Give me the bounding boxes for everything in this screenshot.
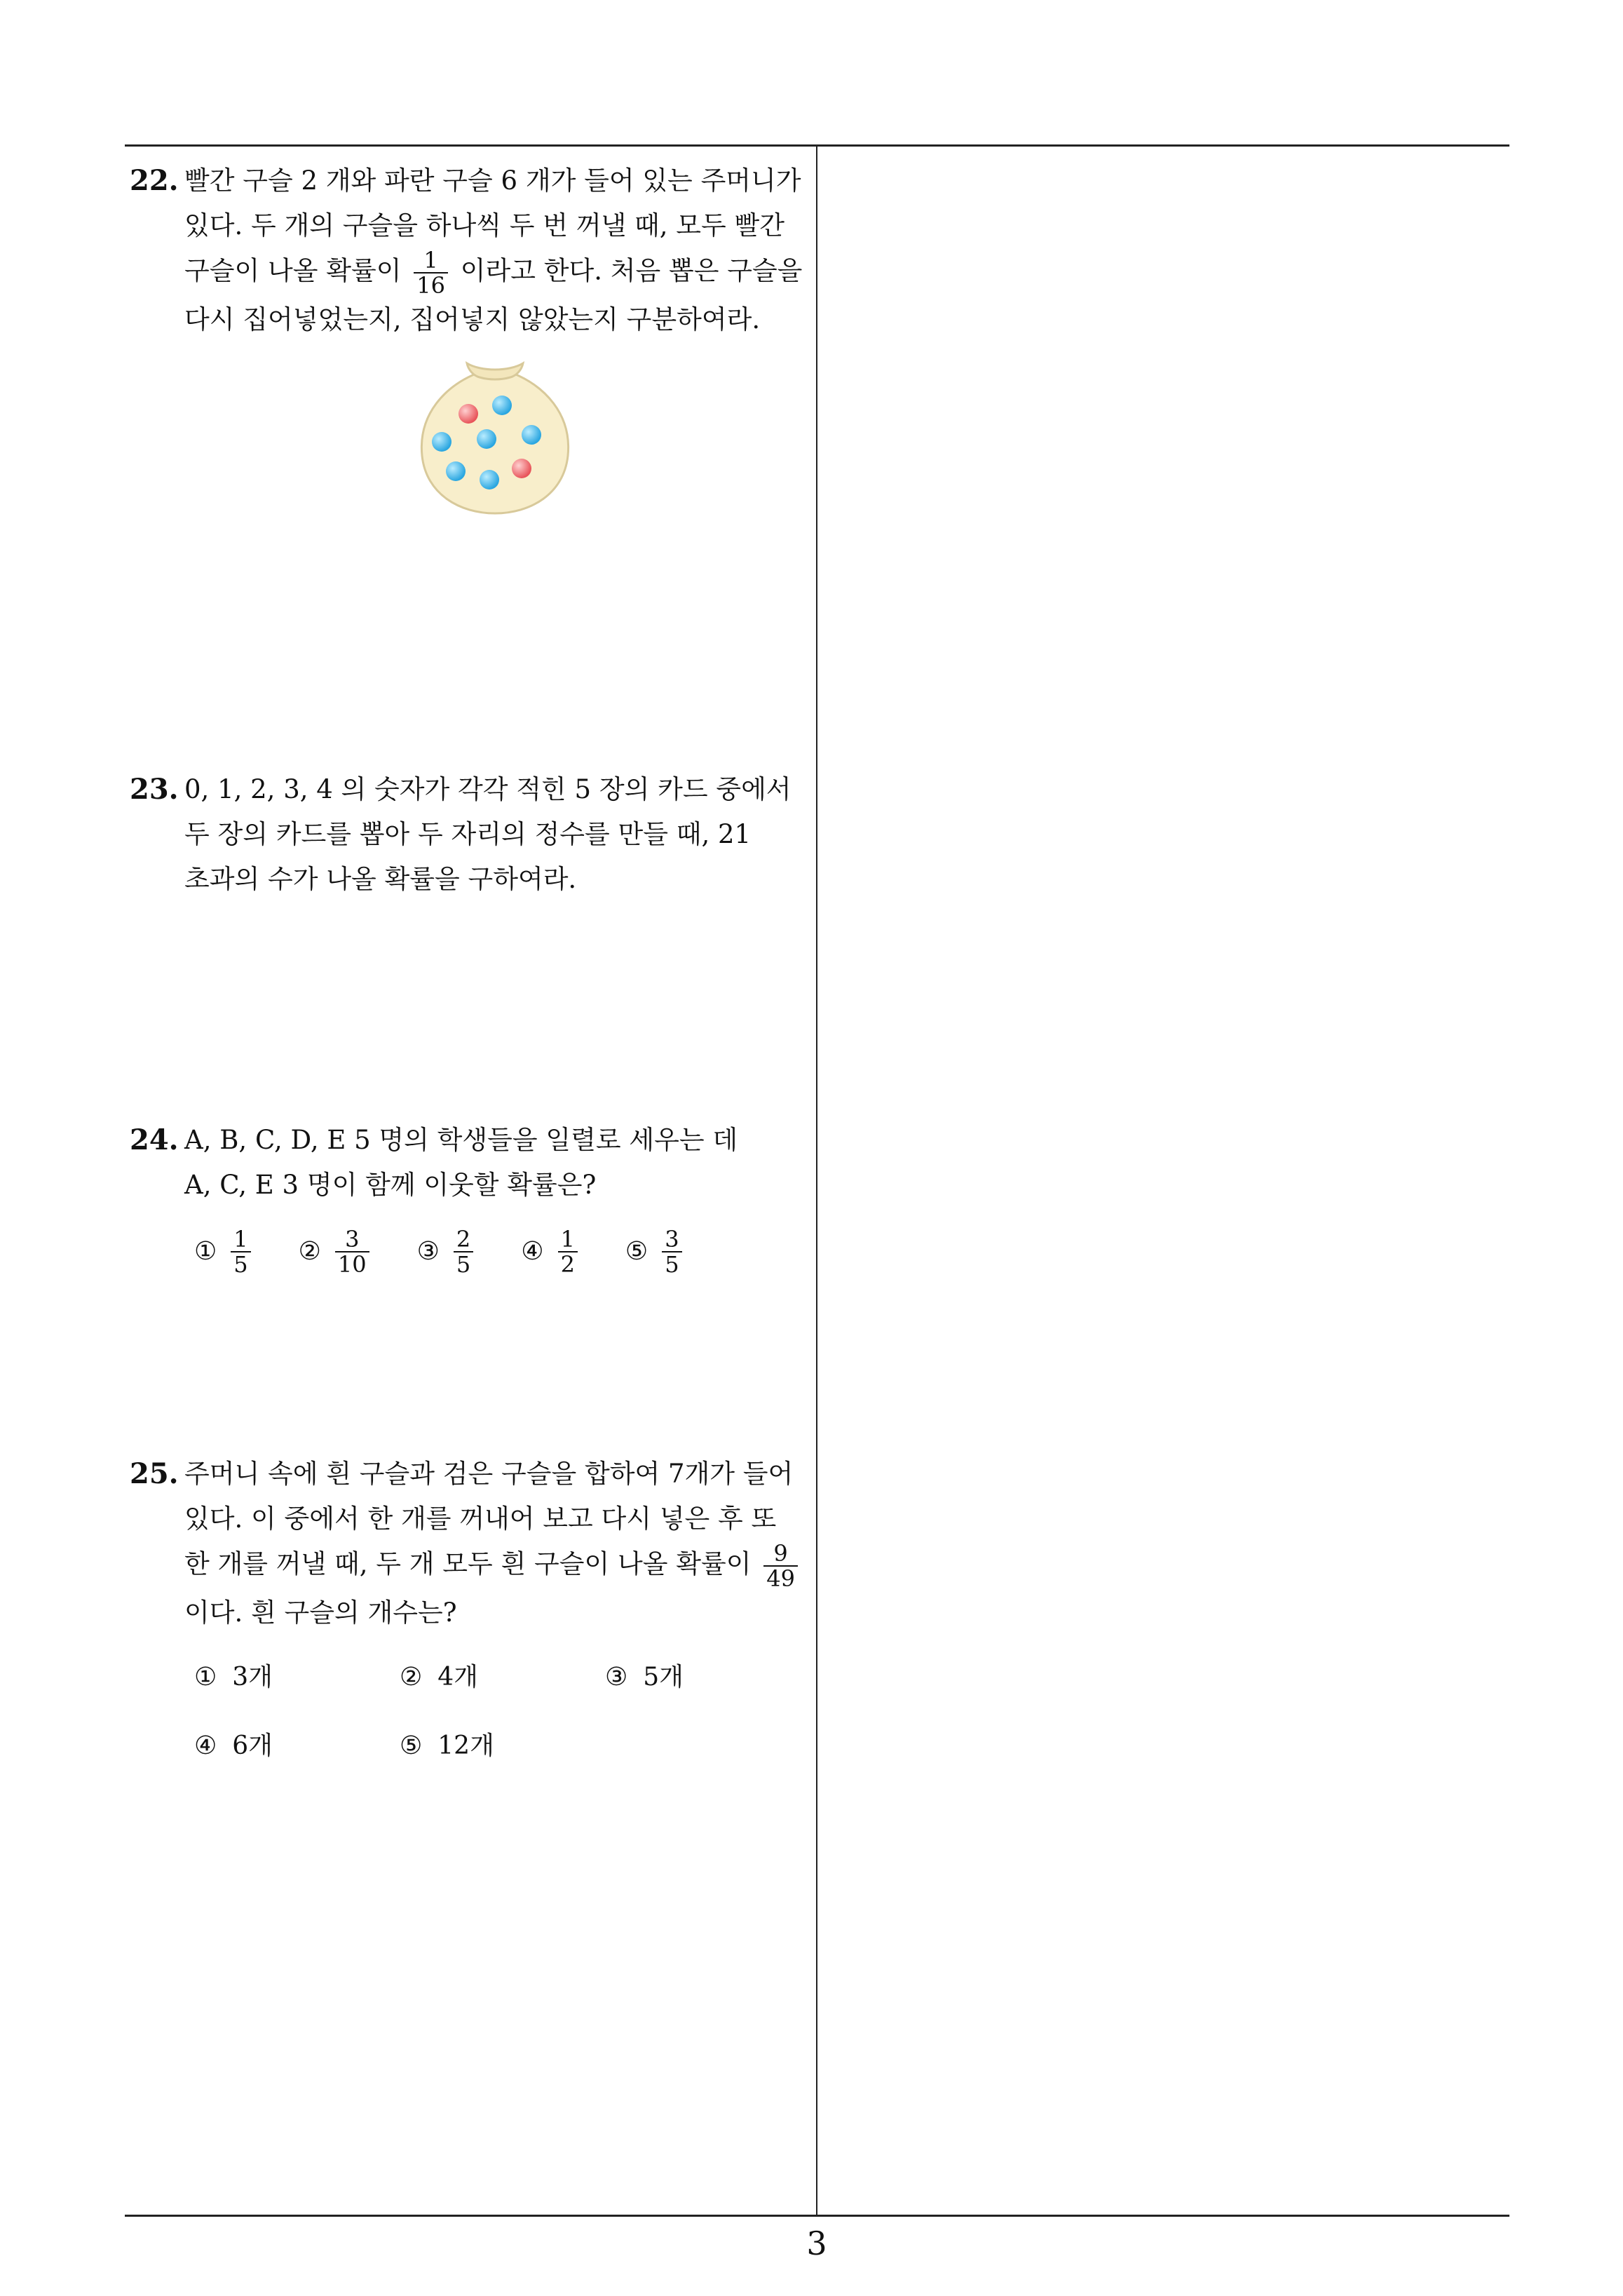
question-line: 이다. 흰 구슬의 개수는? — [184, 1598, 457, 1628]
question-text — [184, 767, 803, 902]
question-line: 있다. 이 중에서 한 개를 꺼내어 보고 다시 넣은 후 또 — [184, 1504, 777, 1534]
blue-marble — [492, 396, 512, 415]
question-text — [184, 158, 803, 342]
fraction — [763, 1541, 798, 1591]
blue-marble — [522, 425, 541, 445]
fraction — [335, 1227, 369, 1276]
choice-4[interactable] — [194, 1724, 400, 1769]
choice-2[interactable] — [400, 1655, 605, 1700]
choice-mark: ④ — [194, 1731, 217, 1760]
question-text — [184, 1452, 803, 1635]
answer-choices — [194, 1227, 803, 1276]
choice-text: 3개 — [232, 1663, 273, 1691]
fraction-denominator: 49 — [763, 1565, 798, 1591]
choice-3[interactable] — [417, 1227, 478, 1276]
bottom-rule — [125, 2215, 1509, 2217]
choice-1[interactable] — [194, 1227, 255, 1276]
fraction-numerator: 1 — [560, 1226, 575, 1252]
question-line: 두 장의 카드를 뽑아 두 자리의 정수를 만들 때, 21 — [184, 819, 752, 849]
line-text: 이라고 한다. 처음 뽑은 구슬을 — [460, 255, 803, 286]
choice-5[interactable] — [625, 1227, 686, 1276]
choice-4[interactable] — [521, 1227, 582, 1276]
column-divider — [816, 144, 817, 2217]
question-23 — [130, 767, 803, 902]
question-number: 25. — [130, 1457, 179, 1490]
choice-mark: ① — [194, 1663, 217, 1691]
question-line: 주머니 속에 흰 구슬과 검은 구슬을 합하여 7개가 들어 — [184, 1459, 794, 1489]
choice-3[interactable] — [605, 1655, 810, 1700]
red-marble — [512, 459, 531, 478]
question-line: 0, 1, 2, 3, 4 의 숫자가 각각 적힌 5 장의 카드 중에서 — [184, 774, 792, 804]
blue-marble — [446, 461, 466, 481]
fraction-numerator: 1 — [233, 1226, 248, 1252]
fraction-numerator: 3 — [345, 1226, 360, 1252]
question-line — [184, 1541, 803, 1591]
choice-text: 5개 — [643, 1663, 684, 1691]
choice-mark: ④ — [521, 1237, 544, 1266]
fraction-denominator: 5 — [662, 1251, 681, 1276]
fraction-numerator: 2 — [456, 1226, 471, 1252]
choice-mark: ③ — [416, 1237, 440, 1266]
blue-marble — [477, 429, 496, 449]
choice-2[interactable] — [299, 1227, 374, 1276]
fraction-denominator: 16 — [414, 272, 448, 297]
choice-mark: ③ — [605, 1663, 628, 1691]
fraction — [558, 1227, 578, 1276]
question-line: 초과의 수가 나올 확률을 구하여라. — [184, 864, 577, 894]
line-text: 한 개를 꺼낼 때, 두 개 모두 흰 구슬이 나올 확률이 — [184, 1548, 752, 1579]
fraction-numerator: 1 — [423, 247, 438, 274]
question-22 — [130, 158, 803, 342]
question-line: A, B, C, D, E 5 명의 학생들을 일렬로 세우는 데 — [184, 1125, 738, 1155]
choice-mark: ⑤ — [625, 1237, 648, 1266]
question-line: 다시 집어넣었는지, 집어넣지 않았는지 구분하여라. — [184, 304, 761, 335]
choice-1[interactable] — [194, 1655, 400, 1700]
red-marble — [459, 404, 478, 424]
fraction-denominator: 10 — [335, 1251, 369, 1276]
fraction-numerator: 3 — [665, 1226, 679, 1252]
question-number: 22. — [130, 164, 179, 197]
fraction — [662, 1227, 681, 1276]
choice-mark: ② — [298, 1237, 321, 1266]
question-line: 빨간 구슬 2 개와 파란 구슬 6 개가 들어 있는 주머니가 — [184, 166, 801, 196]
question-number: 24. — [130, 1123, 179, 1156]
choice-mark: ① — [194, 1237, 217, 1266]
marble-bag-illustration — [418, 358, 572, 515]
question-line — [184, 248, 803, 297]
fraction-numerator: 9 — [773, 1540, 788, 1567]
question-line: 있다. 두 개의 구슬을 하나씩 두 번 꺼낼 때, 모두 빨간 — [184, 210, 785, 241]
question-25 — [130, 1452, 803, 1769]
answer-choices — [194, 1655, 803, 1769]
choice-text: 12개 — [437, 1731, 494, 1760]
question-24 — [130, 1118, 803, 1276]
choice-5[interactable] — [400, 1724, 605, 1769]
fraction — [414, 248, 448, 297]
fraction-denominator: 5 — [231, 1251, 250, 1276]
fraction-denominator: 2 — [558, 1251, 578, 1276]
line-text: 구슬이 나올 확률이 — [184, 255, 402, 286]
fraction — [454, 1227, 473, 1276]
choice-mark: ⑤ — [400, 1731, 423, 1760]
choice-text: 6개 — [232, 1731, 273, 1760]
choice-mark: ② — [400, 1663, 423, 1691]
blue-marble — [432, 432, 451, 452]
page-number: 3 — [806, 2224, 827, 2262]
blue-marble — [480, 470, 499, 489]
question-text — [184, 1118, 803, 1208]
fraction-denominator: 5 — [454, 1251, 473, 1276]
question-line: A, C, E 3 명이 함께 이웃할 확률은? — [184, 1170, 597, 1200]
question-number: 23. — [130, 773, 179, 806]
fraction — [231, 1227, 250, 1276]
choice-text: 4개 — [437, 1663, 478, 1691]
